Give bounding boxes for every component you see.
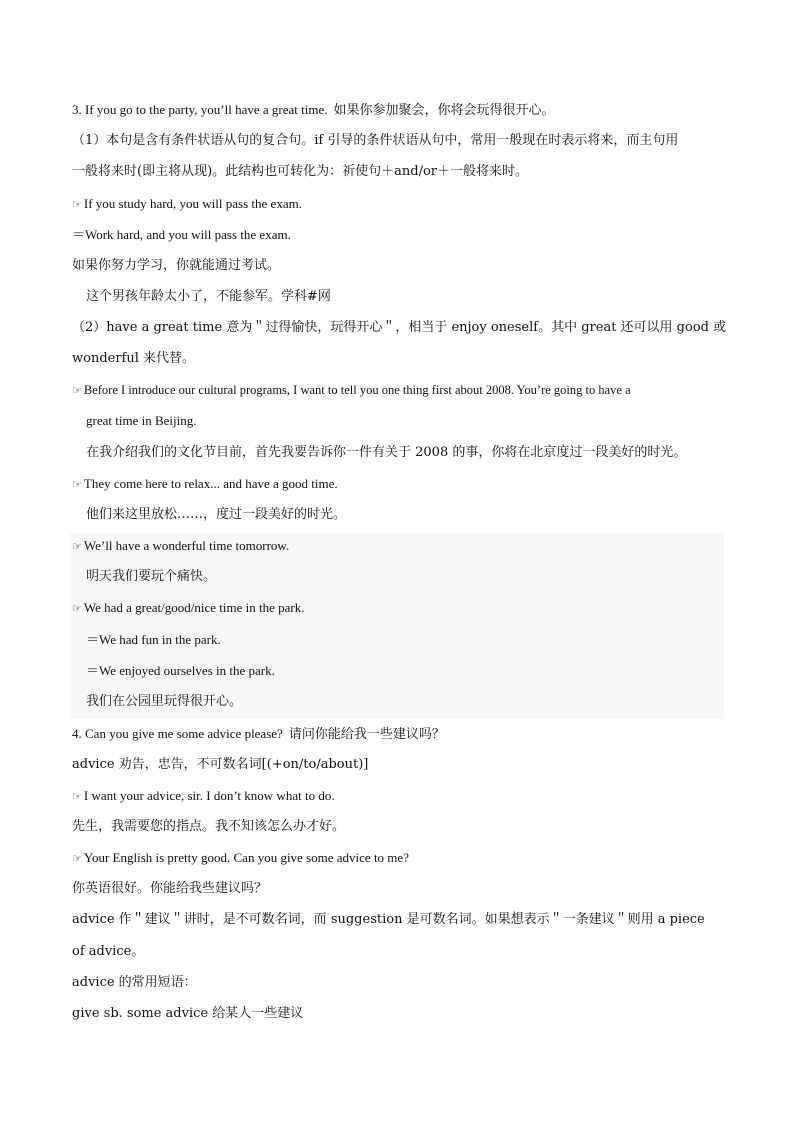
example-8-translation: 你英语很好。你能给我些建议吗？: [72, 881, 268, 896]
note-1-line-2: 一般将来时(即主将从现)。此结构也可转化为：祈使句＋and/or＋一般将来时。: [72, 164, 529, 179]
example-5-translation: 明天我们要玩个痛快。: [86, 569, 217, 584]
note-1-line-1: （1）本句是含有条件状语从句的复合句。if 引导的条件状语从句中，常用一般现在时表示将来，而主句用: [72, 133, 679, 148]
pointing-hand-icon: ☞: [72, 198, 82, 211]
example-7-translation: 先生，我需要您的指点。我不知该怎么办才好。: [72, 819, 346, 834]
pointing-hand-icon: ☞: [72, 790, 82, 803]
example-7: ☞ I want your advice, sir. I don’t know what to do.: [72, 788, 335, 803]
section-3-heading: 3. If you go to the party, you’ll have a great time. 如果你参加聚会，你将会玩得很开心。: [72, 102, 555, 118]
pointing-hand-icon: ☞: [72, 602, 82, 615]
pointing-hand-icon: ☞: [72, 540, 82, 553]
example-3-continued: great time in Beijing.: [86, 413, 197, 428]
example-3-translation: 在我介绍我们的文化节目前，首先我要告诉你一件有关于 2008 的事，你将在北京度过一段美好的时光。: [86, 445, 687, 460]
example-6: ☞ We had a great/good/nice time in the park.: [72, 600, 305, 615]
example-6-alt-2: ＝We enjoyed ourselves in the park.: [86, 663, 275, 678]
example-1-alt: ＝Work hard, and you will pass the exam.: [72, 227, 291, 242]
advice-definition: advice 劝告，忠告，不可数名词[(+on/to/about)]: [72, 757, 369, 772]
example-6-translation: 我们在公园里玩得很开心。: [86, 694, 243, 709]
example-4-translation: 他们来这里放松……，度过一段美好的时光。: [86, 507, 347, 522]
note-2-line-1: （2）have a great time 意为＂过得愉快，玩得开心＂，相当于 enjoy oneself。其中 great 还可以用 good 或: [72, 320, 727, 335]
advice-phrases-heading: advice 的常用短语：: [72, 975, 197, 990]
note-2-line-2: wonderful 来代替。: [72, 351, 196, 366]
example-2-translation: 这个男孩年龄太小了，不能参军。学科#网: [86, 289, 331, 304]
example-6-alt-1: ＝We had fun in the park.: [86, 632, 221, 647]
advice-note-line-2: of advice。: [72, 944, 145, 959]
example-1: ☞ If you study hard, you will pass the exam.: [72, 196, 302, 211]
pointing-hand-icon: ☞: [72, 852, 82, 865]
section-4-heading: 4. Can you give me some advice please? 请问你能给我一些建议吗？: [72, 726, 445, 742]
example-3: ☞ Before I introduce our cultural programs, I want to tell you one thing first about 2008. You’re going to have a: [72, 383, 631, 397]
example-1-translation: 如果你努力学习，你就能通过考试。: [72, 258, 281, 273]
example-8: ☞ Your English is pretty good. Can you give some advice to me?: [72, 850, 409, 865]
advice-phrase-1: give sb. some advice 给某人一些建议: [72, 1006, 304, 1021]
advice-note-line-1: advice 作＂建议＂讲时，是不可数名词，而 suggestion 是可数名词。如果想表示＂一条建议＂则用 a piece: [72, 912, 705, 927]
pointing-hand-icon: ☞: [72, 384, 82, 397]
pointing-hand-icon: ☞: [72, 478, 82, 491]
example-5: ☞ We’ll have a wonderful time tomorrow.: [72, 538, 290, 553]
example-4: ☞ They come here to relax... and have a good time.: [72, 476, 338, 491]
